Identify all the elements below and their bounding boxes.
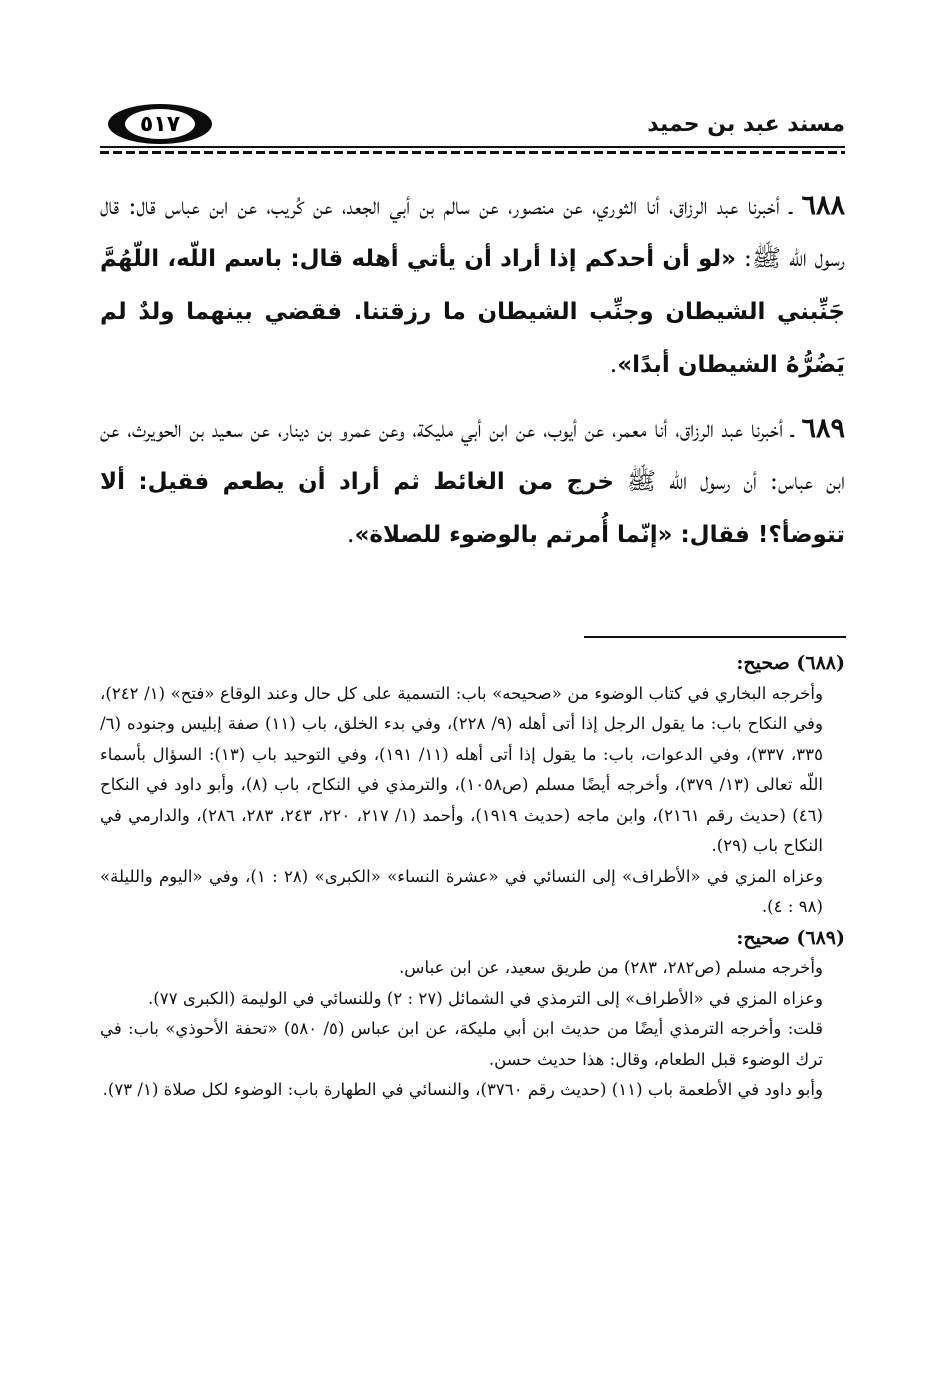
header-divider (100, 146, 845, 156)
note-paragraph: وعزاه المزي في «الأطراف» إلى النسائي في «عشرة النساء» «الكبرى» (٢٨ : ١)، وفي «اليوم والليلة» (٩٨ : ٤). (100, 866, 823, 916)
hadith-isnad: ـ أخبرنا عبد الرزاق، أنا الثوري، عن منصور، عن سالم بن أبي الجعد، عن كُريب، عن ابن عباس قال: قال رسول اللّه ﷺ: (100, 192, 845, 272)
hadith-688 (100, 180, 845, 391)
hadith-end: . (609, 350, 618, 378)
hadith-number: ٦٨٩ (801, 413, 845, 444)
hadith-689 (100, 403, 845, 561)
note-paragraph: وأبو داود في الأطعمة باب (١١) (حديث رقم ٣٧٦٠)، والنسائي في الطهارة باب: الوضوء لكل صلاة (١/ ٧٣). (102, 1080, 823, 1099)
hadith-matn: «لو أن أحدكم إذا أراد أن يأتي أهله قال: باسم اللّه، اللّهُمَّ جَنِّبني الشيطان وجنِّب الشيطان ما رزقتنا. فقضي بينهما ولدٌ لم يَضُرُّهُ الشيطان أبدًا» (100, 246, 845, 378)
hadith-number: ٦٨٨ (801, 190, 845, 221)
footnotes (100, 648, 845, 1106)
note-paragraph: وعزاه المزي في «الأطراف» إلى الترمذي في الشمائل (٢٧ : ٢) وللنسائي في الوليمة (الكبرى ٧٧). (148, 988, 823, 1008)
page-number-badge (108, 104, 212, 144)
page-header (100, 98, 845, 158)
note-paragraph: وأخرجه مسلم (ص٢٨٢، ٢٨٣) من طريق سعيد، عن ابن عباس. (399, 958, 823, 977)
note-paragraph: وأخرجه البخاري في كتاب الوضوء من «صحيحه» باب: التسمية على كل حال وعند الوقاع «فتح» (١/ ٢٤٢)، وفي النكاح باب: ما يقول الرجل إذا أتى أهله (٩/ ٢٢٨)، وفي بدء الخلق، باب (١١) صفة إبليس وجنوده (٦/ ٣٣٥، ٣٣٧)، وفي الدعوات، باب: ما يقول إذا أتى أهله (١١/ ١٩١)، وفي التوحيد باب (١٣): السؤال بأسماء اللّه تعالى (١٣/ ٣٧٩)، وأخرجه أيضًا مسلم (ص١٠٥٨)، والترمذي في النكاح، باب (٨)، وأبو داود في النكاح (٤٦) (حديث رقم ٢١٦١)، وابن ماجه (حديث ١٩١٩)، وأحمد (١/ ٢١٧، ٢٢٠، ٢٤٣، ٢٨٣، ٢٨٦)، والدارمي في النكاح باب (٢٩). (100, 683, 824, 855)
note-paragraph: قلت: وأخرجه الترمذي أيضًا من حديث ابن أبي مليكة، عن ابن عباس (٥/ ٥٨٠) «تحفة الأحوذي» باب: في ترك الوضوء قبل الطعام، وقال: هذا حديث حسن. (100, 1019, 824, 1069)
footnote-divider (584, 636, 846, 638)
hadith-matn: خرج من الغائط ثم أراد أن يطعم فقيل: ألا تتوضأ؟! فقال: «إنّما أُمرتم بالوضوء للصلاة» (100, 469, 845, 548)
note-heading-688: (٦٨٨) صحيح: (736, 652, 845, 674)
hadith-end: . (346, 520, 355, 548)
note-body-688 (100, 679, 823, 923)
note-heading-689: (٦٨٩) صحيح: (736, 926, 845, 949)
page-number: ٥١٧ (125, 109, 195, 139)
note-body-689 (100, 953, 823, 1106)
hadith-text (100, 180, 845, 573)
hadith-isnad: ـ أخبرنا عبد الرزاق، أنا معمر، عن أيوب، عن ابن أبي مليكة، وعن عمرو بن دينار، عن سعيد بن الحويرث، عن ابن عباس: أن رسول اللّه ﷺ (100, 415, 845, 495)
book-title: مسند عبد بن حميد (647, 112, 845, 137)
